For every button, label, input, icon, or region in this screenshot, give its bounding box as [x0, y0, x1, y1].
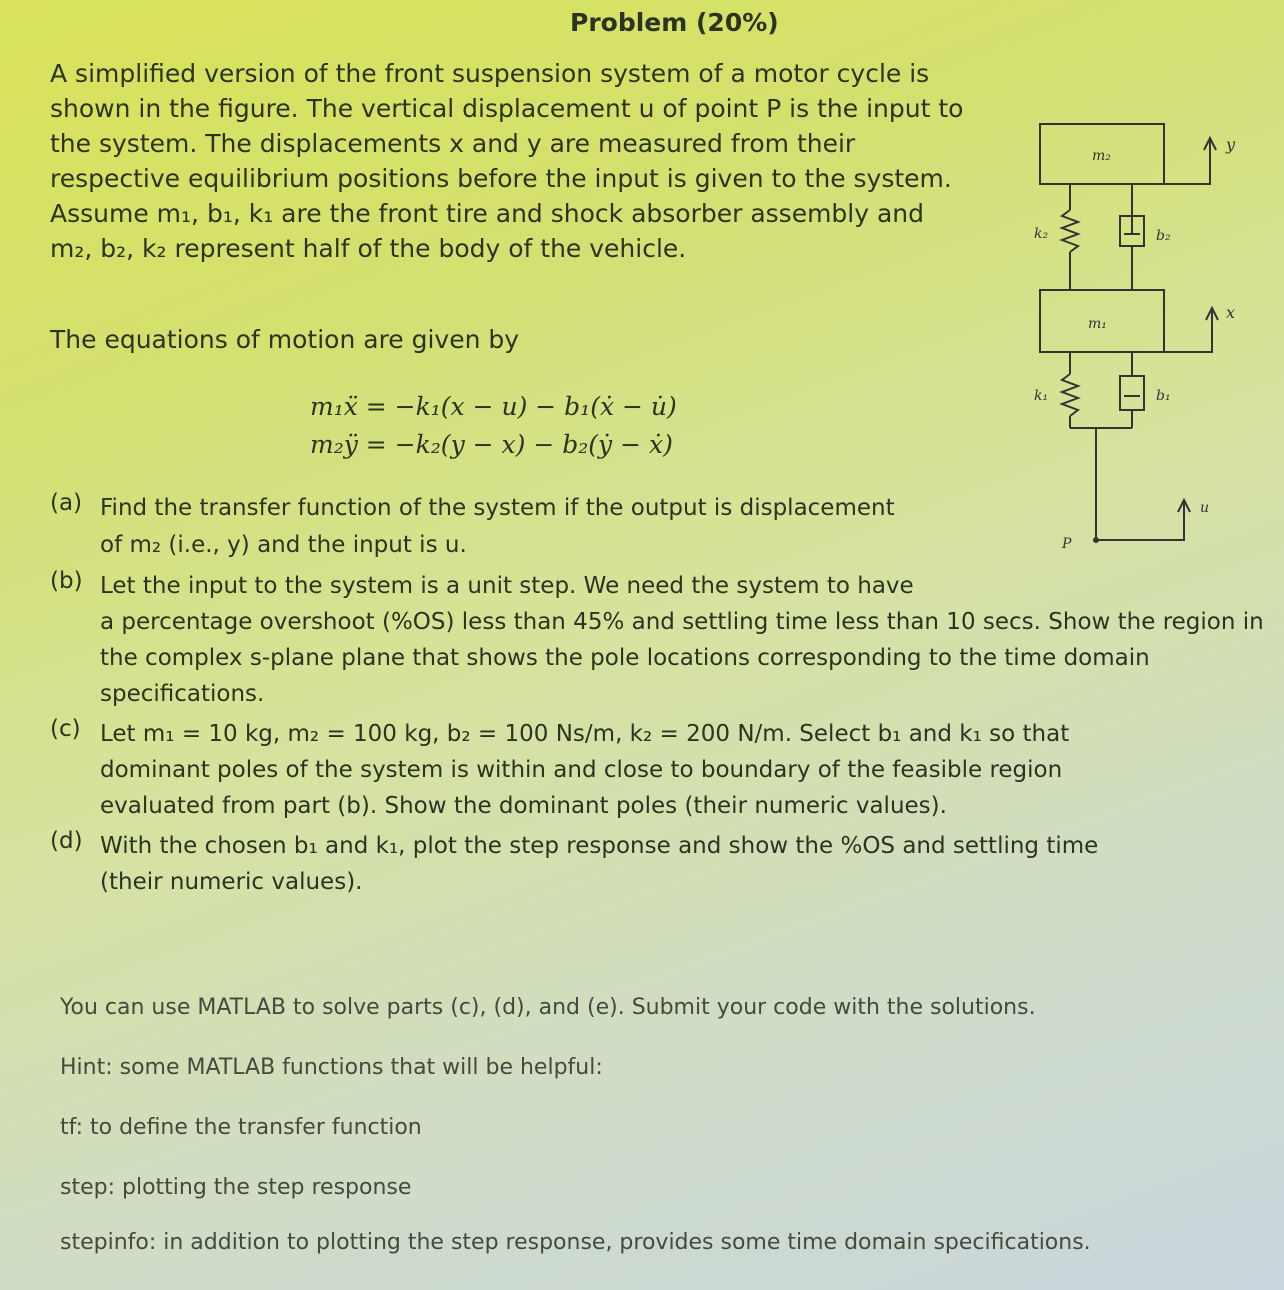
label-k2: k₂ [1034, 226, 1049, 242]
hint-stepinfo: stepinfo: in addition to plotting the step response, provides some time domain specifications. [60, 1230, 1091, 1255]
intro-line: respective equilibrium positions before the input is given to the system. [50, 164, 952, 193]
intro-paragraph [50, 56, 964, 266]
part-line: specifications. [100, 681, 265, 707]
part-line: dominant poles of the system is within and close to boundary of the feasible region [100, 757, 1063, 783]
matlab-note: You can use MATLAB to solve parts (c), (d), and (e). Submit your code with the solutions. [60, 995, 1036, 1020]
part-b [50, 568, 1264, 712]
suspension-diagram [1000, 110, 1260, 570]
part-label: (d) [50, 828, 83, 854]
u-reference-line [1096, 502, 1184, 540]
hint-tf: tf: to define the transfer function [60, 1115, 422, 1140]
label-x: x [1226, 303, 1236, 322]
label-m2: m₂ [1092, 148, 1111, 164]
part-line: With the chosen b₁ and k₁, plot the step response and show the %OS and settling time [100, 833, 1099, 859]
label-u: u [1200, 500, 1210, 516]
label-b1: b₁ [1156, 388, 1171, 404]
intro-line: Assume m₁, b₁, k₁ are the front tire and shock absorber assembly and [50, 199, 925, 228]
part-label: (b) [50, 568, 83, 594]
problem-title: Problem (20%) [570, 8, 779, 37]
part-c [50, 716, 1230, 824]
intro-line: A simplified version of the front suspension system of a motor cycle is [50, 59, 930, 88]
part-label: (a) [50, 490, 83, 516]
equations-block [310, 388, 677, 464]
part-line: Let m₁ = 10 kg, m₂ = 100 kg, b₂ = 100 Ns/m, k₂ = 200 N/m. Select b₁ and k₁ so that [100, 721, 1070, 747]
part-line: the complex s-plane plane that shows the pole locations corresponding to the time domain [100, 645, 1150, 671]
equation-m2: m₂ÿ = −k₂(y − x) − b₂(ẏ − ẋ) [310, 430, 673, 459]
intro-line: shown in the figure. The vertical displacement u of point P is the input to [50, 94, 964, 123]
damper-b1 [1120, 376, 1144, 410]
part-label: (c) [50, 716, 81, 742]
intro-line: the system. The displacements x and y are measured from their [50, 129, 856, 158]
label-m1: m₁ [1088, 316, 1107, 332]
intro-line: m₂, b₂, k₂ represent half of the body of the vehicle. [50, 234, 687, 263]
equation-m1: m₁ẍ = −k₁(x − u) − b₁(ẋ − u̇) [310, 392, 677, 421]
part-line: evaluated from part (b). Show the dominant poles (their numeric values). [100, 793, 947, 819]
hint-text: Hint: some MATLAB functions that will be helpful: [60, 1055, 603, 1080]
y-reference-line [1164, 140, 1210, 184]
spring-k1 [1062, 374, 1078, 416]
label-y: y [1226, 135, 1236, 154]
part-line: Find the transfer function of the system if the output is displacement [100, 495, 895, 521]
spring-k2 [1062, 210, 1078, 252]
part-line: of m₂ (i.e., y) and the input is u. [100, 532, 467, 558]
part-line: Let the input to the system is a unit step. We need the system to have [100, 573, 914, 599]
label-b2: b₂ [1156, 228, 1171, 244]
equations-heading: The equations of motion are given by [50, 325, 520, 354]
part-line: a percentage overshoot (%OS) less than 45% and settling time less than 10 secs. Show the region in [100, 609, 1264, 635]
hint-step: step: plotting the step response [60, 1175, 412, 1200]
part-d [50, 828, 1230, 900]
point-p-marker [1093, 537, 1099, 543]
x-reference-line [1164, 310, 1212, 352]
part-line: (their numeric values). [100, 869, 363, 895]
label-p: P [1062, 536, 1072, 552]
label-k1: k₁ [1034, 388, 1049, 404]
